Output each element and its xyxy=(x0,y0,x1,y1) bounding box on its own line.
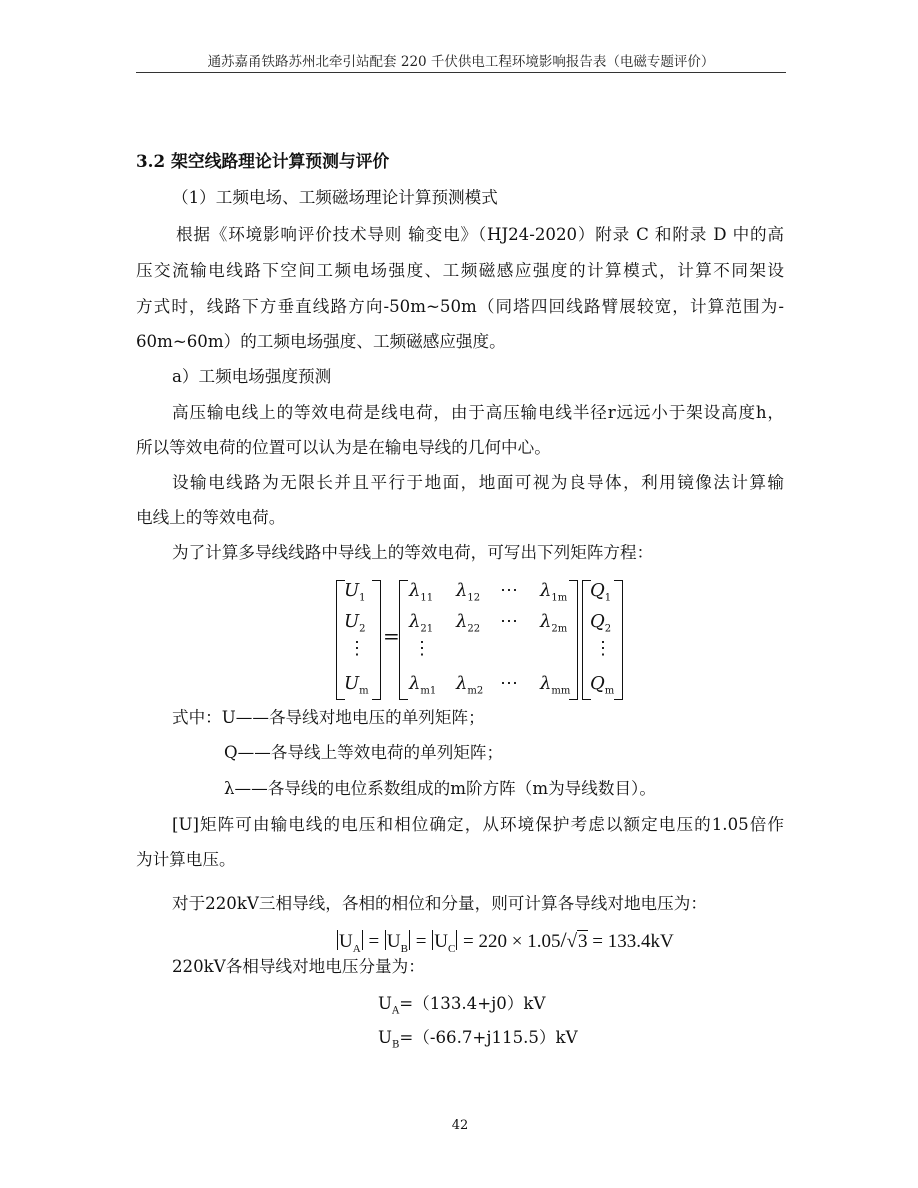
paragraph-5-line-1: [U]矩阵可由输电线的电压和相位确定，从环境保护考虑以额定电压的1.05倍作 xyxy=(172,815,784,834)
ub-value: $U_B=(-66.7+j115.5)kV$ xyxy=(378,1028,578,1051)
voltage-formula: $U_A = U_B = U_C = 220 \times 1.05/√3 = 133.4kV$ xyxy=(339,927,674,955)
matrix-q-1: $Q_1$ xyxy=(590,580,612,604)
where-u: 式中：U——各导线对地电压的单列矩阵； xyxy=(172,708,485,727)
matrix-q-m: $Q_m$ xyxy=(590,673,615,697)
paragraph-6: 对于220kV三相导线，各相的相位和分量，则可计算各导线对地电压为： xyxy=(172,894,707,913)
lambda-21: $\lambda_{21}$ xyxy=(409,611,434,635)
paragraph-1-line-4: 60m~60m）的工频电场强度、工频磁感应强度。 xyxy=(136,332,506,351)
paragraph-1-line-2: 压交流输电线路下空间工频电场强度、工频磁感应强度的计算模式，计算不同架设 xyxy=(136,261,784,280)
matrix-u-vdots: ⋮ xyxy=(348,638,366,659)
paragraph-2-line-2: 所以等效电荷的位置可以认为是在输电导线的几何中心。 xyxy=(136,438,551,457)
matrix-u-1: $U_1$ xyxy=(344,580,366,604)
paragraph-1-line-3: 方式时，线路下方垂直线路方向-50m~50m（同塔四回线路臂展较宽，计算范围为- xyxy=(136,297,784,316)
matrix-q-2: $Q_2$ xyxy=(590,611,612,635)
bracket-u-right xyxy=(372,580,381,700)
where-lambda: λ——各导线的电位系数组成的m阶方阵（m为导线数目）。 xyxy=(224,779,656,798)
lambda-row4-dots: ⋯ xyxy=(500,673,518,694)
lambda-mm: $\lambda_{mm}$ xyxy=(540,673,571,697)
lambda-vdots: ⋮ xyxy=(413,638,431,659)
paragraph-1-line-1: 根据《环境影响评价技术导则 输变电》（HJ24-2020）附录 C 和附录 D 中的高 xyxy=(176,225,784,244)
page-header: 通苏嘉甬铁路苏州北牵引站配套 220 千伏供电工程环境影响报告表（电磁专题评价） xyxy=(207,54,715,70)
lambda-2m: $\lambda_{2m}$ xyxy=(540,611,568,635)
section-heading: 3.2 架空线路理论计算预测与评价 xyxy=(136,151,390,171)
matrix-equation xyxy=(336,578,626,700)
paragraph-3-line-1: 设输电线路为无限长并且平行于地面，地面可视为良导体，利用镜像法计算输 xyxy=(172,473,784,492)
lambda-12: $\lambda_{12}$ xyxy=(456,580,481,604)
header-rule xyxy=(136,72,786,73)
lambda-m1: $\lambda_{m1}$ xyxy=(409,673,437,697)
paragraph-3-line-2: 电线上的等效电荷。 xyxy=(136,508,286,527)
subheading-a: a）工频电场强度预测 xyxy=(172,367,332,386)
lambda-row1-dots: ⋯ xyxy=(500,580,518,601)
lambda-22: $\lambda_{22}$ xyxy=(456,611,481,635)
matrix-u-2: $U_2$ xyxy=(344,611,366,635)
lambda-11: $\lambda_{11}$ xyxy=(409,580,434,604)
lambda-row2-dots: ⋯ xyxy=(500,611,518,632)
paragraph-2-line-1: 高压输电线上的等效电荷是线电荷，由于高压输电线半径r远远小于架设高度h， xyxy=(172,403,784,422)
matrix-equals: = xyxy=(383,624,400,648)
subheading-1: （1）工频电场、工频磁场理论计算预测模式 xyxy=(172,188,498,207)
matrix-u-m: $U_m$ xyxy=(344,673,369,697)
where-q: Q——各导线上等效电荷的单列矩阵； xyxy=(224,743,504,762)
paragraph-4: 为了计算多导线线路中导线上的等效电荷，可写出下列矩阵方程： xyxy=(172,543,654,562)
page-number: 42 xyxy=(451,1118,469,1133)
lambda-m2: $\lambda_{m2}$ xyxy=(456,673,484,697)
paragraph-7: 220kV各相导线对地电压分量为： xyxy=(172,957,425,976)
ua-value: $U_A=(133.4+j0)kV$ xyxy=(378,994,546,1017)
lambda-1m: $\lambda_{1m}$ xyxy=(540,580,568,604)
bracket-lambda-left xyxy=(399,580,408,700)
paragraph-5-line-2: 为计算电压。 xyxy=(136,850,236,869)
matrix-q-vdots: ⋮ xyxy=(594,638,612,659)
bracket-q-right xyxy=(614,580,623,700)
